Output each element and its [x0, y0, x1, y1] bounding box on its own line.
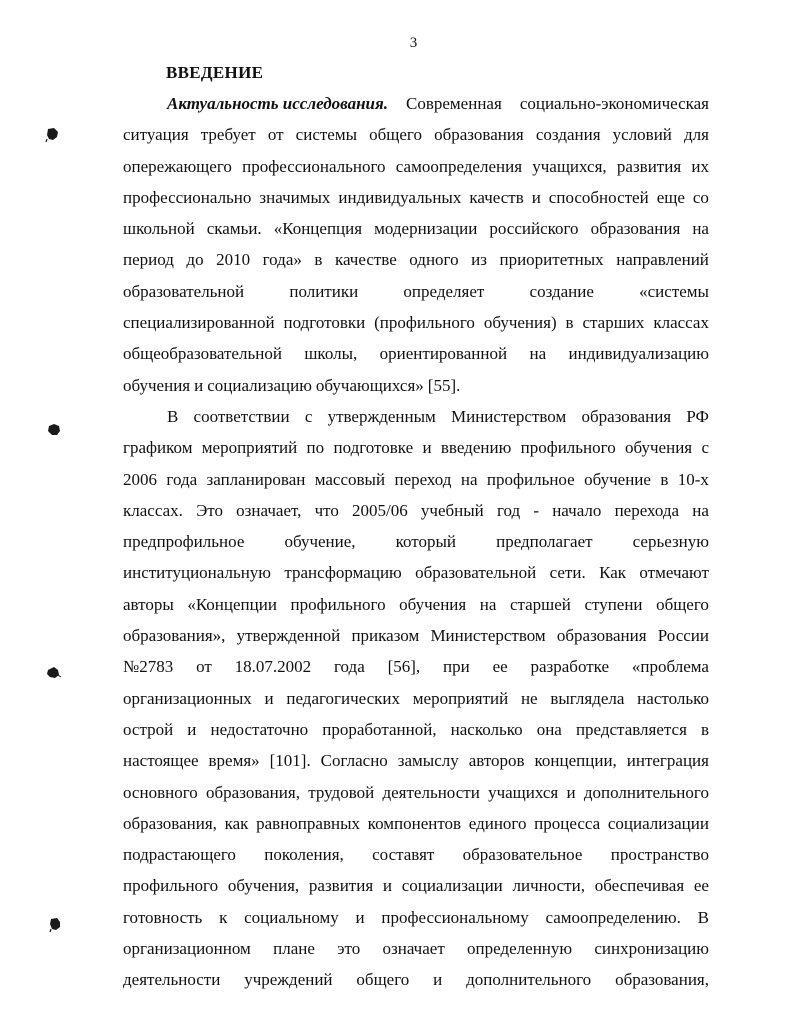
text-line: организационных и педагогических мероприятий не выглядела настолько: [123, 688, 709, 708]
binding-hole-mark: [48, 917, 60, 929]
text-line: период до 2010 года» в качестве одного из приоритетных направлений: [123, 250, 709, 270]
text-line: институциональную трансформацию образовательной сети. Как отмечают: [123, 563, 709, 583]
text-line: обучения и социализацию обучающихся» [55].: [123, 375, 461, 395]
text-line: подрастающего поколения, составят образовательное пространство: [123, 845, 709, 865]
text-line: организационном плане это означает определенную синхронизацию: [123, 939, 709, 959]
text-line: авторы «Концепции профильного обучения на старшей ступени общего: [123, 594, 709, 614]
text-line: готовность к социальному и профессиональному самоопределению. В: [123, 907, 709, 927]
text-line: общеобразовательной школы, ориентированной на индивидуализацию: [123, 344, 709, 364]
text-line: профильного обучения, развития и социализации личности, обеспечивая ее: [123, 876, 709, 896]
text-line: деятельности учреждений общего и дополнительного образования,: [123, 970, 709, 990]
binding-hole-mark: [47, 423, 59, 435]
emphasis-phrase: Актуальность исследования.: [167, 94, 388, 113]
binding-hole-mark: [45, 127, 57, 139]
text-line: образования», утвержденной приказом Министерством образования России: [123, 626, 709, 646]
text-line: острой и недостаточно проработанной, насколько она представляется в: [123, 719, 709, 739]
text-line: ситуация требует от системы общего образования создания условий для: [123, 125, 709, 145]
text-line: настоящее время» [101]. Согласно замыслу авторов концепции, интеграция: [123, 751, 709, 771]
text-line: №2783 от 18.07.2002 года [56], при ее разработке «проблема: [123, 657, 709, 677]
text-line: Актуальность исследования. Современная социально-экономическая: [123, 88, 709, 119]
text-line: опережающего профессионального самоопределения учащихся, развития их: [123, 156, 709, 176]
text-line: специализированной подготовки (профильного обучения) в старших классах: [123, 313, 709, 333]
text-line: В соответствии с утвержденным Министерством образования РФ: [167, 406, 709, 426]
body-text: [123, 88, 709, 996]
page-number: 3: [409, 35, 418, 51]
text-line: 2006 года запланирован массовый переход на профильное обучение в 10-х: [123, 469, 709, 489]
text-line: классах. Это означает, что 2005/06 учебный год - начало перехода на: [123, 500, 709, 520]
binding-hole-mark: [46, 666, 58, 678]
text-line: школьной скамьи. «Концепция модернизации российского образования на: [123, 219, 709, 239]
text-line: профессионально значимых индивидуальных качеств и способностей еще со: [123, 187, 709, 207]
text-line: основного образования, трудовой деятельности учащихся и дополнительного: [123, 782, 709, 802]
text-line: образования, как равноправных компонентов единого процесса социализации: [123, 813, 709, 833]
text-line: образовательной политики определяет создание «системы: [123, 281, 709, 301]
text-line: предпрофильное обучение, который предполагает серьезную: [123, 532, 709, 552]
section-heading: ВВЕДЕНИЕ: [166, 63, 264, 82]
text-line: графиком мероприятий по подготовке и введению профильного обучения с: [123, 438, 709, 458]
